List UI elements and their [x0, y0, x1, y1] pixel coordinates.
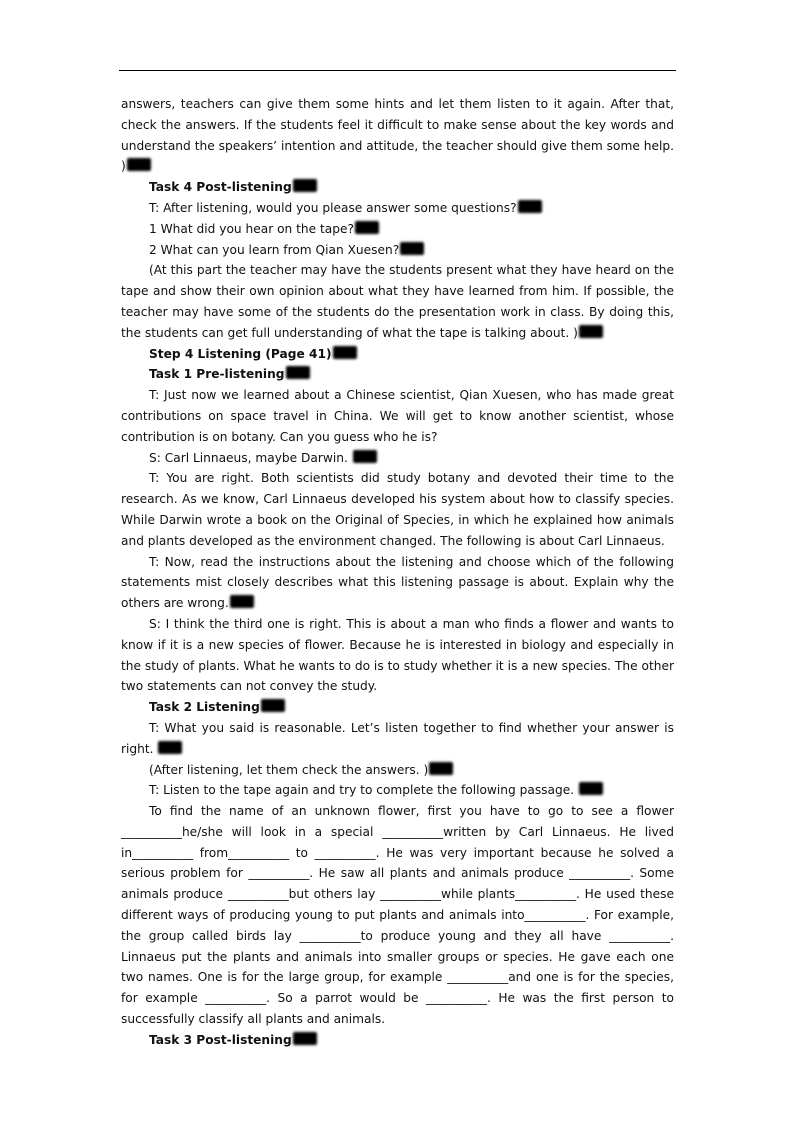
teacher-complete: T: Listen to the tape again and try to complete the following passage.	[121, 780, 674, 801]
redaction-mark	[293, 179, 317, 192]
redaction-mark	[333, 346, 357, 359]
teacher-question: T: After listening, would you please answer some questions?	[121, 198, 674, 219]
redaction-mark	[429, 762, 453, 775]
teacher-response: T: You are right. Both scientists did study botany and devoted their time to the research. As we know, Carl Linnaeus developed his system about how to classify species. While Darwin wrote a book on the Original of Species, in which he explained how animals and plants developed as the environment changed. The following is about Carl Linnaeus.	[121, 471, 674, 548]
redaction-mark	[400, 242, 424, 255]
task4-heading: Task 4 Post-listening	[121, 177, 674, 198]
redaction-mark	[261, 699, 285, 712]
fill-in-passage: To find the name of an unknown flower, first you have to go to see a flower __________he/she will look in a special __________written by Carl Linnaeus. He lived in__________ from__________ to __________. He was very important because he solved a serious problem for __________. He saw all plants and animals produce __________. Some animals produce __________but others lay __________while plants__________. He used these different ways of producing young to put plants and animals into__________. For example, the group called birds lay __________to produce young and they all have __________. Linnaeus put the plants and animals into smaller groups or species. He gave each one two names. One is for the large group, for example __________and one is for the species, for example __________. So a parrot would be __________. He was the first person to successfully classify all plants and animals.	[121, 804, 674, 1027]
redaction-mark	[579, 782, 603, 795]
redaction-mark	[293, 1032, 317, 1045]
redaction-mark	[355, 221, 379, 234]
task3-heading: Task 3 Post-listening	[121, 1030, 674, 1051]
header-rule	[119, 70, 676, 71]
teacher-listen: T: What you said is reasonable. Let’s listen together to find whether your answer is right.	[121, 720, 674, 756]
redaction-mark	[579, 325, 603, 338]
redaction-mark	[286, 366, 310, 379]
redaction-mark	[518, 200, 542, 213]
check-answers-note: (After listening, let them check the answers. )	[121, 760, 674, 781]
step4-heading: Step 4 Listening (Page 41)	[121, 344, 674, 365]
student-answer: S: Carl Linnaeus, maybe Darwin.	[121, 448, 674, 469]
task1-heading: Task 1 Pre-listening	[121, 364, 674, 385]
question-1: 1 What did you hear on the tape?	[121, 219, 674, 240]
teacher-intro: T: Just now we learned about a Chinese scientist, Qian Xuesen, who has made great contributions on space travel in China. We will get to know another scientist, whose contribution is on botany. Can you guess who he is?	[121, 388, 674, 444]
paragraph-continuation: answers, teachers can give them some hints and let them listen to it again. After that, check the answers. If the students feel it difficult to make sense about the key words and understand the speakers’ intention and attitude, the teacher should give them some help. )	[121, 97, 674, 174]
document-body	[121, 94, 674, 1051]
task2-heading: Task 2 Listening	[121, 697, 674, 718]
question-2: 2 What can you learn from Qian Xuesen?	[121, 240, 674, 261]
redaction-mark	[230, 595, 254, 608]
redaction-mark	[353, 450, 377, 463]
teacher-note: (At this part the teacher may have the students present what they have heard on the tape and show their own opinion about what they have learned from him. If possible, the teacher may have some of the students do the presentation work in class. By doing this, the students can get full understanding of what the tape is talking about. )	[121, 263, 674, 340]
student-explanation: S: I think the third one is right. This is about a man who finds a flower and wants to know if it is a new species of flower. Because he is interested in biology and especially in the study of plants. What he wants to do is to study whether it is a new species. The other two statements can not convey the study.	[121, 616, 674, 694]
teacher-instruction: T: Now, read the instructions about the listening and choose which of the following statements mist closely describes what this listening passage is about. Explain why the others are wrong.	[121, 554, 674, 611]
redaction-mark	[158, 741, 182, 754]
redaction-mark	[127, 158, 151, 171]
